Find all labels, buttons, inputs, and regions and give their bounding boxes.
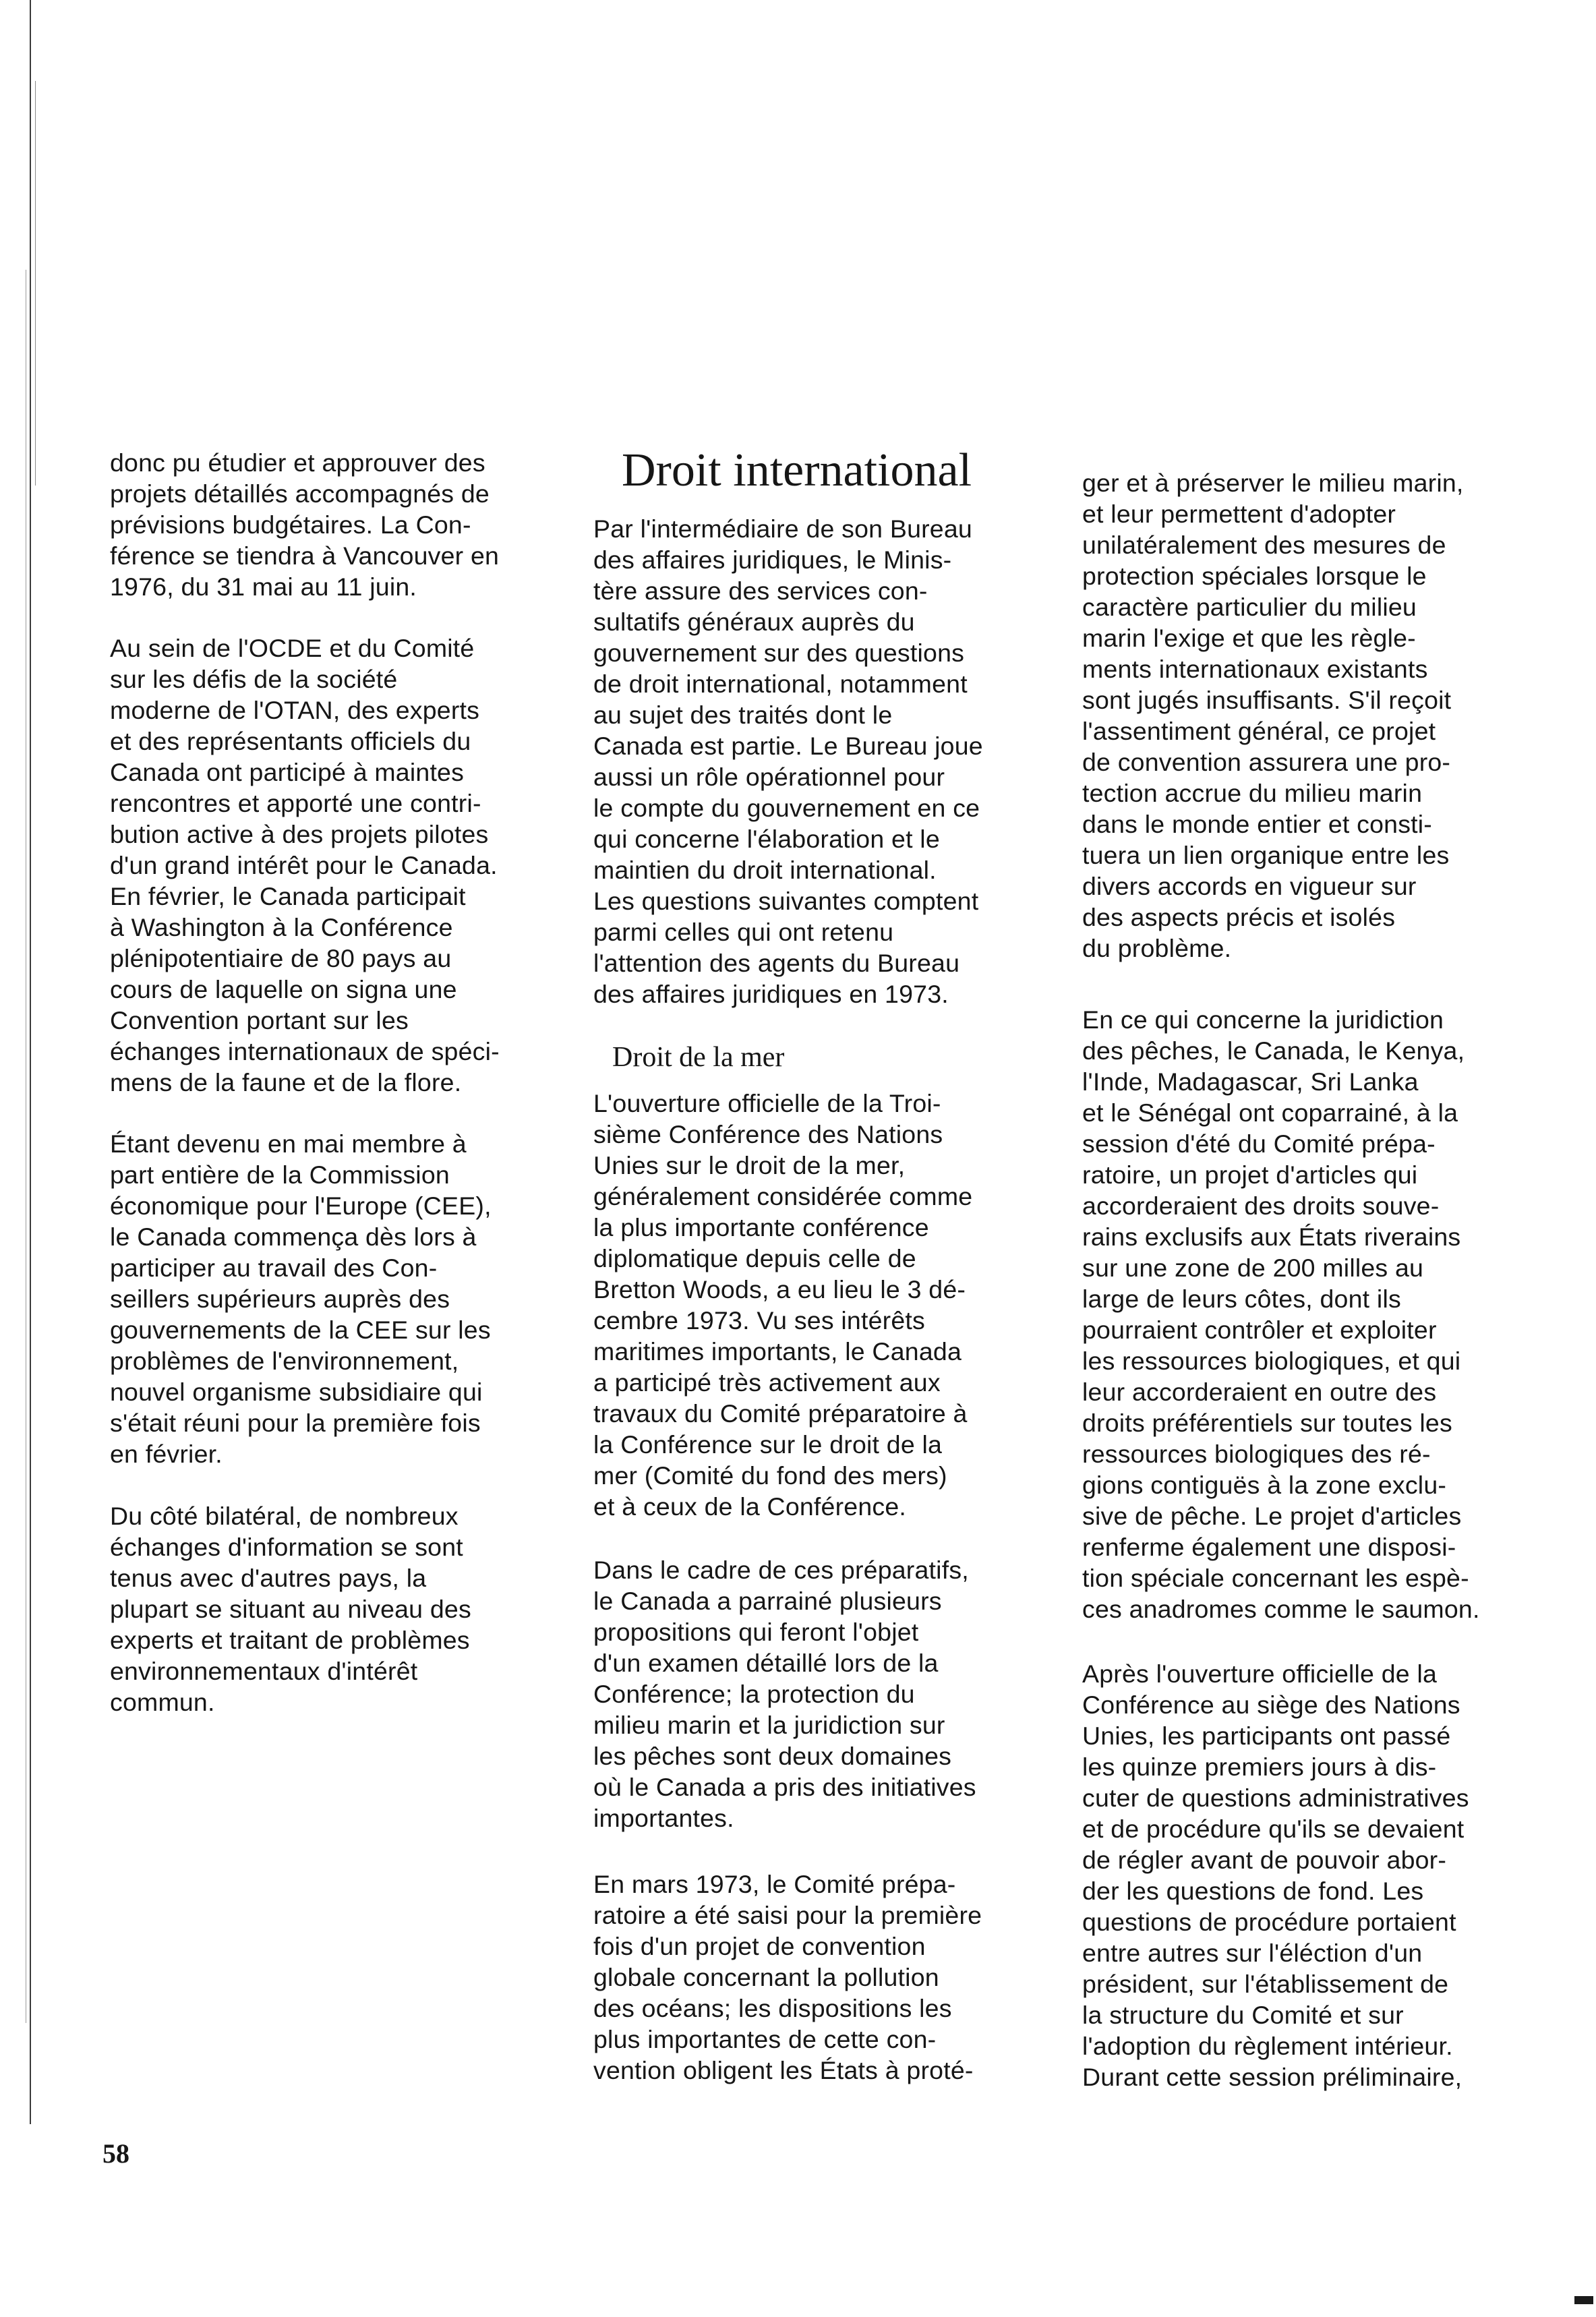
binding-edge bbox=[30, 0, 31, 2124]
paragraph: L'ouverture officielle de la Troi- sième Conférence des Nations Unies sur le droit de la mer, généralement considérée comme la plus importante conférence diplomatique depuis celle de Bretton Woods, a eu lieu le 3 dé- cembre 1973. Vu ses intérêts maritimes importants, le Canada a participé très activement aux travaux du Comité préparatoire à la Conférence sur le droit de la mer (Comité du fond des mers) et à ceux de la Conférence. bbox=[593, 1089, 973, 1521]
page-number: 58 bbox=[102, 2138, 129, 2169]
paragraph: Au sein de l'OCDE et du Comité sur les défis de la société moderne de l'OTAN, des experts et des représentants officiels du Canada ont participé à maintes rencontres et apporté une contri- bution active à des projets pilotes d'un grand intérêt pour le Canada. En février, le Canada participait à Washington à la Conférence plénipotentiaire de 80 pays au cours de laquelle on signa une Convention portant sur les échanges internationaux de spéci- mens de la faune et de la flore. bbox=[110, 634, 500, 1096]
corner-mark bbox=[1574, 2296, 1593, 2304]
paragraph: donc pu étudier et approuver des projets détaillés accompagnés de prévisions budgétaires. La Con- férence se tiendra à Vancouver en 1976, du 31 mai au 11 juin. bbox=[110, 448, 500, 601]
paragraph: Dans le cadre de ces préparatifs, le Canada a parrainé plusieurs propositions qui feront l'objet d'un examen détaillé lors de la Conférence; la protection du milieu marin et la juridiction sur les pêches sont deux domaines où le Canada a pris des initiatives importantes. bbox=[593, 1556, 976, 1832]
paragraph: En ce qui concerne la juridiction des pêches, le Canada, le Kenya, l'Inde, Madagascar, Sri Lanka et le Sénégal ont coparrainé, à la session d'été du Comité prépa- ratoire, un projet d'articles qui accorderaient des droits souve- rains exclusifs aux États riverains sur une zone de 200 milles au large de leurs côtes, dont ils pourraient contrôler et exploiter les ressources biologiques, et qui leur accorderaient en outre des droits préférentiels sur toutes les ressources biologiques des ré- gions contiguës à la zone exclu- sive de pêche. Le projet d'articles renferme également une disposi- tion spéciale concernant les espè- ces anadromes comme le saumon. bbox=[1082, 1005, 1480, 1623]
paragraph: Du côté bilatéral, de nombreux échanges d'information se sont tenus avec d'autres pays, la plupart se situant au niveau des experts et traitant de problèmes environnementaux d'intérêt commun. bbox=[110, 1502, 471, 1716]
paragraph: ger et à préserver le milieu marin, et leur permettent d'adopter unilatéralement des mesures de protection spéciales lorsque le caractère particulier du milieu marin l'exige et que les règle- ments internationaux existants sont jugés insuffisants. S'il reçoit l'assentiment général, ce projet de convention assurera une pro- tection accrue du milieu marin dans le monde entier et consti- tuera un lien organique entre les divers accords en vigueur sur des aspects précis et isolés du problème. bbox=[1082, 469, 1464, 962]
paragraph: Après l'ouverture officielle de la Conférence au siège des Nations Unies, les participants ont passé les quinze premiers jours à dis- cuter de questions administratives et de procédure qu'ils se devaient de régler avant de pouvoir abor- der les questions de fond. Les questions de procédure portaient entre autres sur l'éléction d'un président, sur l'établissement de la structure du Comité et sur l'adoption du règlement intérieur. Durant cette session préliminaire, bbox=[1082, 1660, 1469, 2091]
section-heading: Droit international bbox=[622, 444, 972, 496]
binding-edge bbox=[35, 81, 36, 486]
paragraph: En mars 1973, le Comité prépa- ratoire a été saisi pour la première fois d'un projet de convention globale concernant la pollution des océans; les dispositions les plus importantes de cette con- vention obligent les États à proté- bbox=[593, 1870, 982, 2084]
paragraph: Par l'intermédiaire de son Bureau des affaires juridiques, le Minis- tère assure des services con- sultatifs généraux auprès du gouvernement sur des questions de droit international, notamment au sujet des traités dont le Canada est partie. Le Bureau joue aussi un rôle opérationnel pour le compte du gouvernement en ce qui concerne l'élaboration et le maintien du droit international. Les questions suivantes comptent parmi celles qui ont retenu l'attention des agents du Bureau des affaires juridiques en 1973. bbox=[593, 515, 983, 1008]
paragraph: Étant devenu en mai membre à part entière de la Commission économique pour l'Europe (CEE), le Canada commença dès lors à participer au travail des Con- seillers supérieurs auprès des gouvernements de la CEE sur les problèmes de l'environnement, nouvel organisme subsidiaire qui s'était réuni pour la première fois en février. bbox=[110, 1130, 492, 1468]
subsection-heading: Droit de la mer bbox=[612, 1042, 785, 1073]
